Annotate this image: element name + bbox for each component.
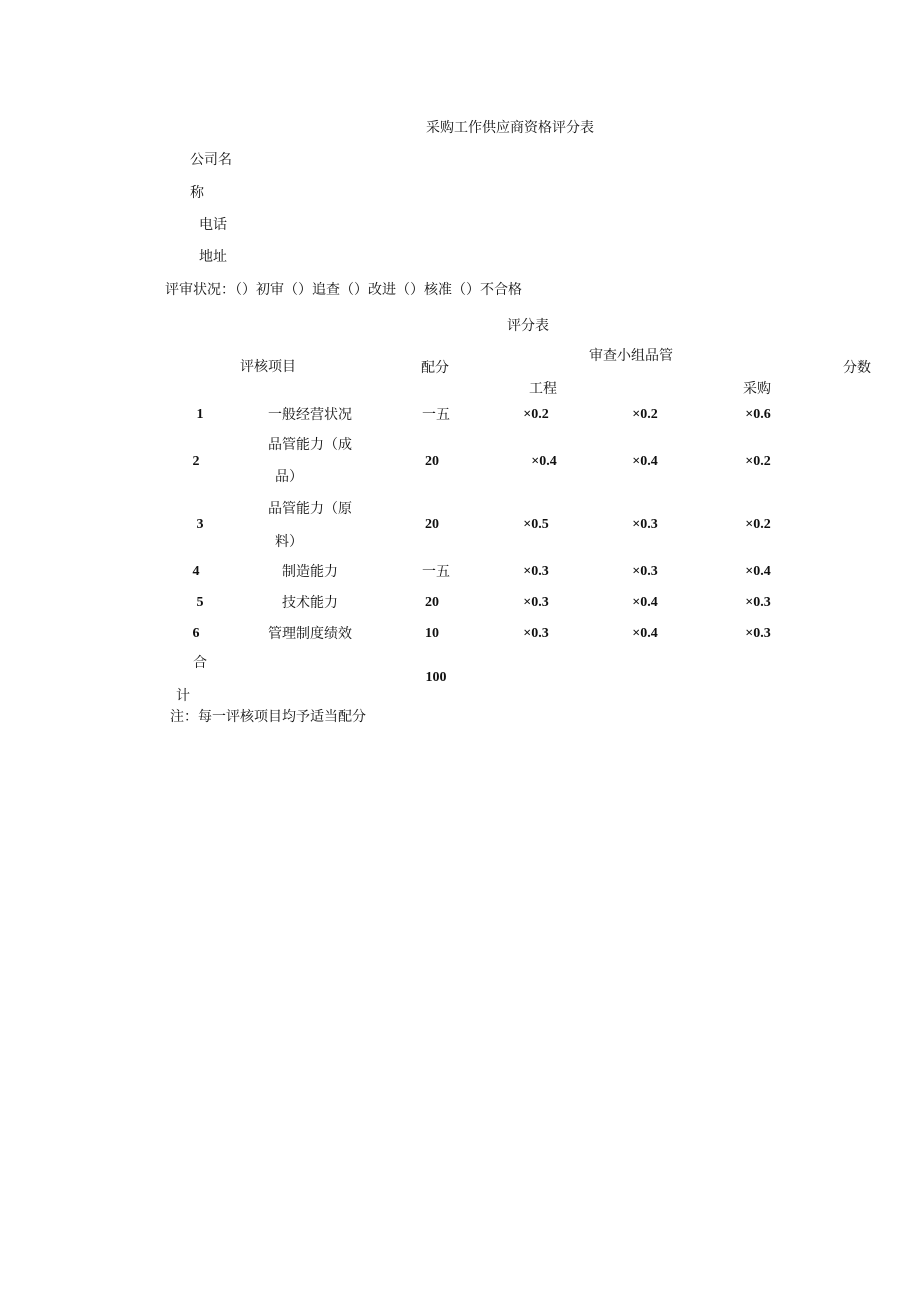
total-label-cont: 计 — [176, 688, 190, 704]
phone-label: 电话 — [199, 217, 227, 233]
row-5-quality-weight: ×0.4 — [632, 595, 658, 610]
row-2-quality-weight: ×0.4 — [632, 454, 658, 469]
company-name-label: 公司名 — [190, 152, 232, 168]
row-2-purchasing-weight: ×0.2 — [745, 454, 771, 469]
company-name-label-cont: 称 — [190, 185, 204, 201]
row-2-score: 20 — [425, 454, 439, 469]
row-6-quality-weight: ×0.4 — [632, 626, 658, 641]
row-5-purchasing-weight: ×0.3 — [745, 595, 771, 610]
row-4-no: 4 — [192, 564, 200, 579]
row-2-item: 品管能力（成 — [268, 437, 352, 453]
row-3-no: 3 — [196, 517, 204, 532]
row-2-engineering-weight: ×0.4 — [531, 454, 557, 469]
row-4-quality-weight: ×0.3 — [632, 564, 658, 579]
header-item: 评核项目 — [240, 359, 296, 375]
row-6-engineering-weight: ×0.3 — [523, 626, 549, 641]
row-2-item-cont: 品） — [275, 469, 303, 485]
row-6-score: 10 — [425, 626, 439, 641]
row-3-item: 品管能力（原 — [268, 501, 352, 517]
address-label: 地址 — [199, 249, 227, 265]
row-3-purchasing-weight: ×0.2 — [745, 517, 771, 532]
row-5-score: 20 — [425, 595, 439, 610]
total-score: 100 — [425, 670, 447, 685]
header-engineering: 工程 — [529, 381, 557, 397]
header-score: 配分 — [421, 360, 449, 376]
row-3-engineering-weight: ×0.5 — [523, 517, 549, 532]
row-2-no: 2 — [192, 454, 200, 469]
row-1-score: 一五 — [422, 407, 450, 423]
row-3-score: 20 — [425, 517, 439, 532]
row-4-purchasing-weight: ×0.4 — [745, 564, 771, 579]
row-5-no: 5 — [196, 595, 204, 610]
row-6-no: 6 — [192, 626, 200, 641]
row-6-item: 管理制度绩效 — [268, 626, 352, 642]
total-label: 合 — [193, 655, 207, 671]
header-review-group: 审查小组品管 — [589, 348, 673, 364]
row-5-item: 技术能力 — [282, 595, 338, 611]
row-1-purchasing-weight: ×0.6 — [745, 407, 771, 422]
row-1-quality-weight: ×0.2 — [632, 407, 658, 422]
row-5-engineering-weight: ×0.3 — [523, 595, 549, 610]
row-6-purchasing-weight: ×0.3 — [745, 626, 771, 641]
table-title: 评分表 — [507, 318, 549, 334]
header-points: 分数 — [843, 360, 871, 376]
row-3-item-cont: 料） — [275, 534, 303, 550]
review-status-line: 评审状况：（）初审（）追查（）改进（）核准（）不合格 — [165, 282, 522, 298]
document-title: 采购工作供应商资格评分表 — [426, 120, 594, 136]
row-3-quality-weight: ×0.3 — [632, 517, 658, 532]
header-purchasing: 采购 — [743, 381, 771, 397]
row-1-no: 1 — [196, 407, 204, 422]
row-4-score: 一五 — [422, 564, 450, 580]
row-4-item: 制造能力 — [282, 564, 338, 580]
row-1-engineering-weight: ×0.2 — [523, 407, 549, 422]
row-1-item: 一般经营状况 — [268, 407, 352, 423]
row-4-engineering-weight: ×0.3 — [523, 564, 549, 579]
footnote: 注：每一评核项目均予适当配分 — [170, 709, 366, 725]
